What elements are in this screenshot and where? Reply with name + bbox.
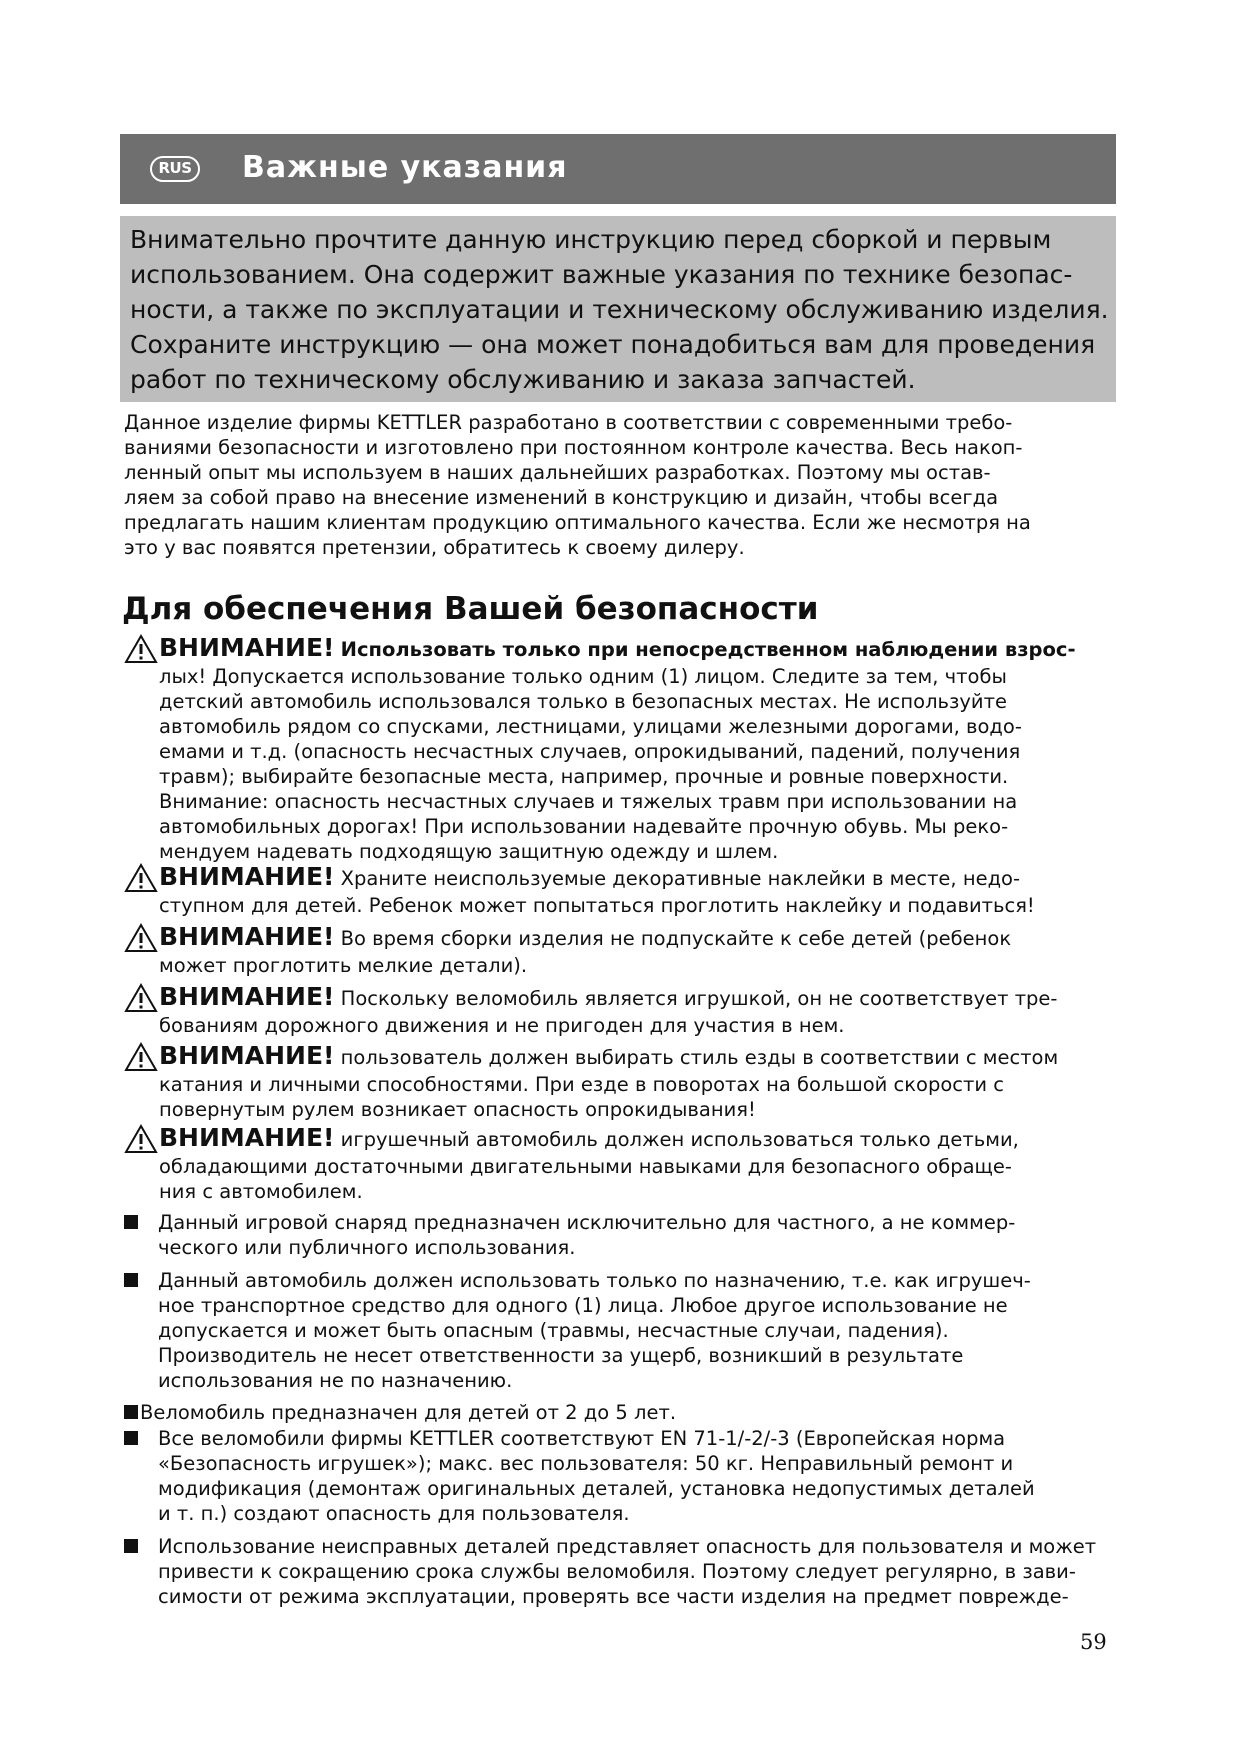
warning-text-first: Во время сборки изделия не подпускайте к себе детей (ребенок (340, 927, 1012, 950)
warning-line: повернутым рулем возникает опасность опрокидывания! (159, 1098, 756, 1121)
warning-item (124, 863, 1134, 918)
warning-triangle-icon (124, 1124, 158, 1154)
section-header-bar (120, 134, 1116, 204)
bullet-square-icon (124, 1405, 138, 1419)
warning-line: может проглотить мелкие детали). (159, 954, 528, 977)
paragraph-line: Данное изделие фирмы KETTLER разработано в соответствии с современными требо- (124, 411, 1013, 434)
language-badge: RUS (150, 156, 200, 182)
warning-text-first: Поскольку веломобиль является игрушкой, он не соответствует тре- (340, 987, 1058, 1010)
warning-text-first: пользователь должен выбирать стиль езды в соответствии с местом (340, 1046, 1059, 1069)
warning-line: автомобильных дорогах! При использовании надевайте прочную обувь. Мы реко- (159, 815, 1009, 838)
list-item (124, 1400, 1134, 1425)
warning-line: мендуем надевать подходящую защитную одежду и шлем. (159, 840, 779, 863)
intro-line: Сохраните инструкцию — она может понадобиться вам для проведения (130, 330, 1096, 359)
warning-triangle-icon (124, 863, 158, 893)
paragraph-line: предлагать нашим клиентам продукцию оптимального качества. Если же несмотря на (124, 511, 1031, 534)
paragraph-line: ляем за собой право на внесение изменений в конструкцию и дизайн, чтобы всегда (124, 486, 999, 509)
list-item (124, 1426, 1134, 1526)
description-paragraph (124, 410, 1124, 560)
warning-label: ВНИМАНИЕ! (159, 1123, 335, 1152)
warning-label: ВНИМАНИЕ! (159, 982, 335, 1011)
warning-item (124, 634, 1134, 864)
warning-triangle-icon (124, 923, 158, 953)
list-item-line: Веломобиль предназначен для детей от 2 до 5 лет. (140, 1401, 677, 1424)
list-item-line: Производитель не несет ответственности за ущерб, возникший в результате (158, 1344, 964, 1367)
list-item-line: допускается и может быть опасным (травмы, несчастные случаи, падения). (158, 1319, 949, 1342)
page-title: Важные указания (242, 150, 568, 185)
bullet-square-icon (124, 1273, 138, 1287)
paragraph-line: это у вас появятся претензии, обратитесь к своему дилеру. (124, 536, 745, 559)
warning-line: травм); выбирайте безопасные места, например, прочные и ровные поверхности. (159, 765, 1009, 788)
warning-item (124, 983, 1134, 1038)
warning-line: катания и личными способностями. При езде в поворотах на большой скорости с (159, 1073, 1004, 1096)
list-item (124, 1210, 1134, 1260)
list-item-line: Использование неисправных деталей представляет опасность для пользователя и может (158, 1535, 1097, 1558)
safety-section-title: Для обеспечения Вашей безопасности (122, 591, 819, 627)
warning-text-first: Храните неиспользуемые декоративные наклейки в месте, недо- (340, 867, 1021, 890)
list-item (124, 1534, 1134, 1609)
warning-label: ВНИМАНИЕ! (159, 633, 335, 662)
warning-line: автомобиль рядом со спусками, лестницами, улицами железными дорогами, водо- (159, 715, 1022, 738)
warning-item (124, 1124, 1134, 1204)
paragraph-line: ваниями безопасности и изготовлено при постоянном контроле качества. Весь накоп- (124, 436, 1023, 459)
warning-label: ВНИМАНИЕ! (159, 922, 335, 951)
intro-line: Внимательно прочтите данную инструкцию перед сборкой и первым (130, 225, 1052, 254)
warning-line: ния с автомобилем. (159, 1180, 363, 1203)
warning-line: ступном для детей. Ребенок может попытаться проглотить наклейку и подавиться! (159, 894, 1035, 917)
warning-line: бованиям дорожного движения и не пригоден для участия в нем. (159, 1014, 845, 1037)
bullet-square-icon (124, 1431, 138, 1445)
list-item-line: «Безопасность игрушек»); макс. вес пользователя: 50 кг. Неправильный ремонт и (158, 1452, 1014, 1475)
list-item-line: Данный игровой снаряд предназначен исключительно для частного, а не коммер- (158, 1211, 1016, 1234)
paragraph-line: ленный опыт мы используем в наших дальнейших разработках. Поэтому мы остав- (124, 461, 991, 484)
intro-line: работ по техническому обслуживанию и заказа запчастей. (130, 365, 916, 394)
page-number: 59 (1080, 1630, 1107, 1654)
intro-line: использованием. Она содержит важные указания по технике безопас- (130, 260, 1073, 289)
warning-label: ВНИМАНИЕ! (159, 1041, 335, 1070)
warning-line: детский автомобиль использовался только в безопасных местах. Не используйте (159, 690, 1007, 713)
warning-text-first: Использовать только при непосредственном наблюдении взрос- (340, 638, 1076, 661)
list-item-line: модификация (демонтаж оригинальных деталей, установка недопустимых деталей (158, 1477, 1035, 1500)
list-item-line: использования не по назначению. (158, 1369, 513, 1392)
intro-line: ности, а также по эксплуатации и техническому обслуживанию изделия. (130, 295, 1109, 324)
intro-notice-box (120, 216, 1116, 402)
list-item (124, 1268, 1134, 1393)
list-item-line: Данный автомобиль должен использовать только по назначению, т.е. как игрушеч- (158, 1269, 1031, 1292)
warning-triangle-icon (124, 983, 158, 1013)
list-item-line: и т. п.) создают опасность для пользователя. (158, 1502, 630, 1525)
warning-item (124, 1042, 1134, 1122)
warning-line: емами и т.д. (опасность несчастных случаев, опрокидываний, падений, получения (159, 740, 1021, 763)
bullet-square-icon (124, 1539, 138, 1553)
bullet-square-icon (124, 1215, 138, 1229)
warning-triangle-icon (124, 634, 158, 664)
list-item-line: ческого или публичного использования. (158, 1236, 576, 1259)
list-item-line: Все веломобили фирмы KETTLER соответствуют EN 71-1/-2/-3 (Европейская норма (158, 1427, 1006, 1450)
warning-line: обладающими достаточными двигательными навыками для безопасного обраще- (159, 1155, 1012, 1178)
list-item-line: привести к сокращению срока службы веломобиля. Поэтому следует регулярно, в зави- (158, 1560, 1076, 1583)
warning-item (124, 923, 1134, 978)
warning-text-first: игрушечный автомобиль должен использоваться только детьми, (340, 1128, 1019, 1151)
warning-triangle-icon (124, 1042, 158, 1072)
warning-label: ВНИМАНИЕ! (159, 862, 335, 891)
warning-line: лых! Допускается использование только одним (1) лицом. Следите за тем, чтобы (159, 665, 1007, 688)
list-item-line: симости от режима эксплуатации, проверять все части изделия на предмет поврежде- (158, 1585, 1069, 1608)
warning-line: Внимание: опасность несчастных случаев и тяжелых травм при использовании на (159, 790, 1018, 813)
list-item-line: ное транспортное средство для одного (1) лица. Любое другое использование не (158, 1294, 1008, 1317)
